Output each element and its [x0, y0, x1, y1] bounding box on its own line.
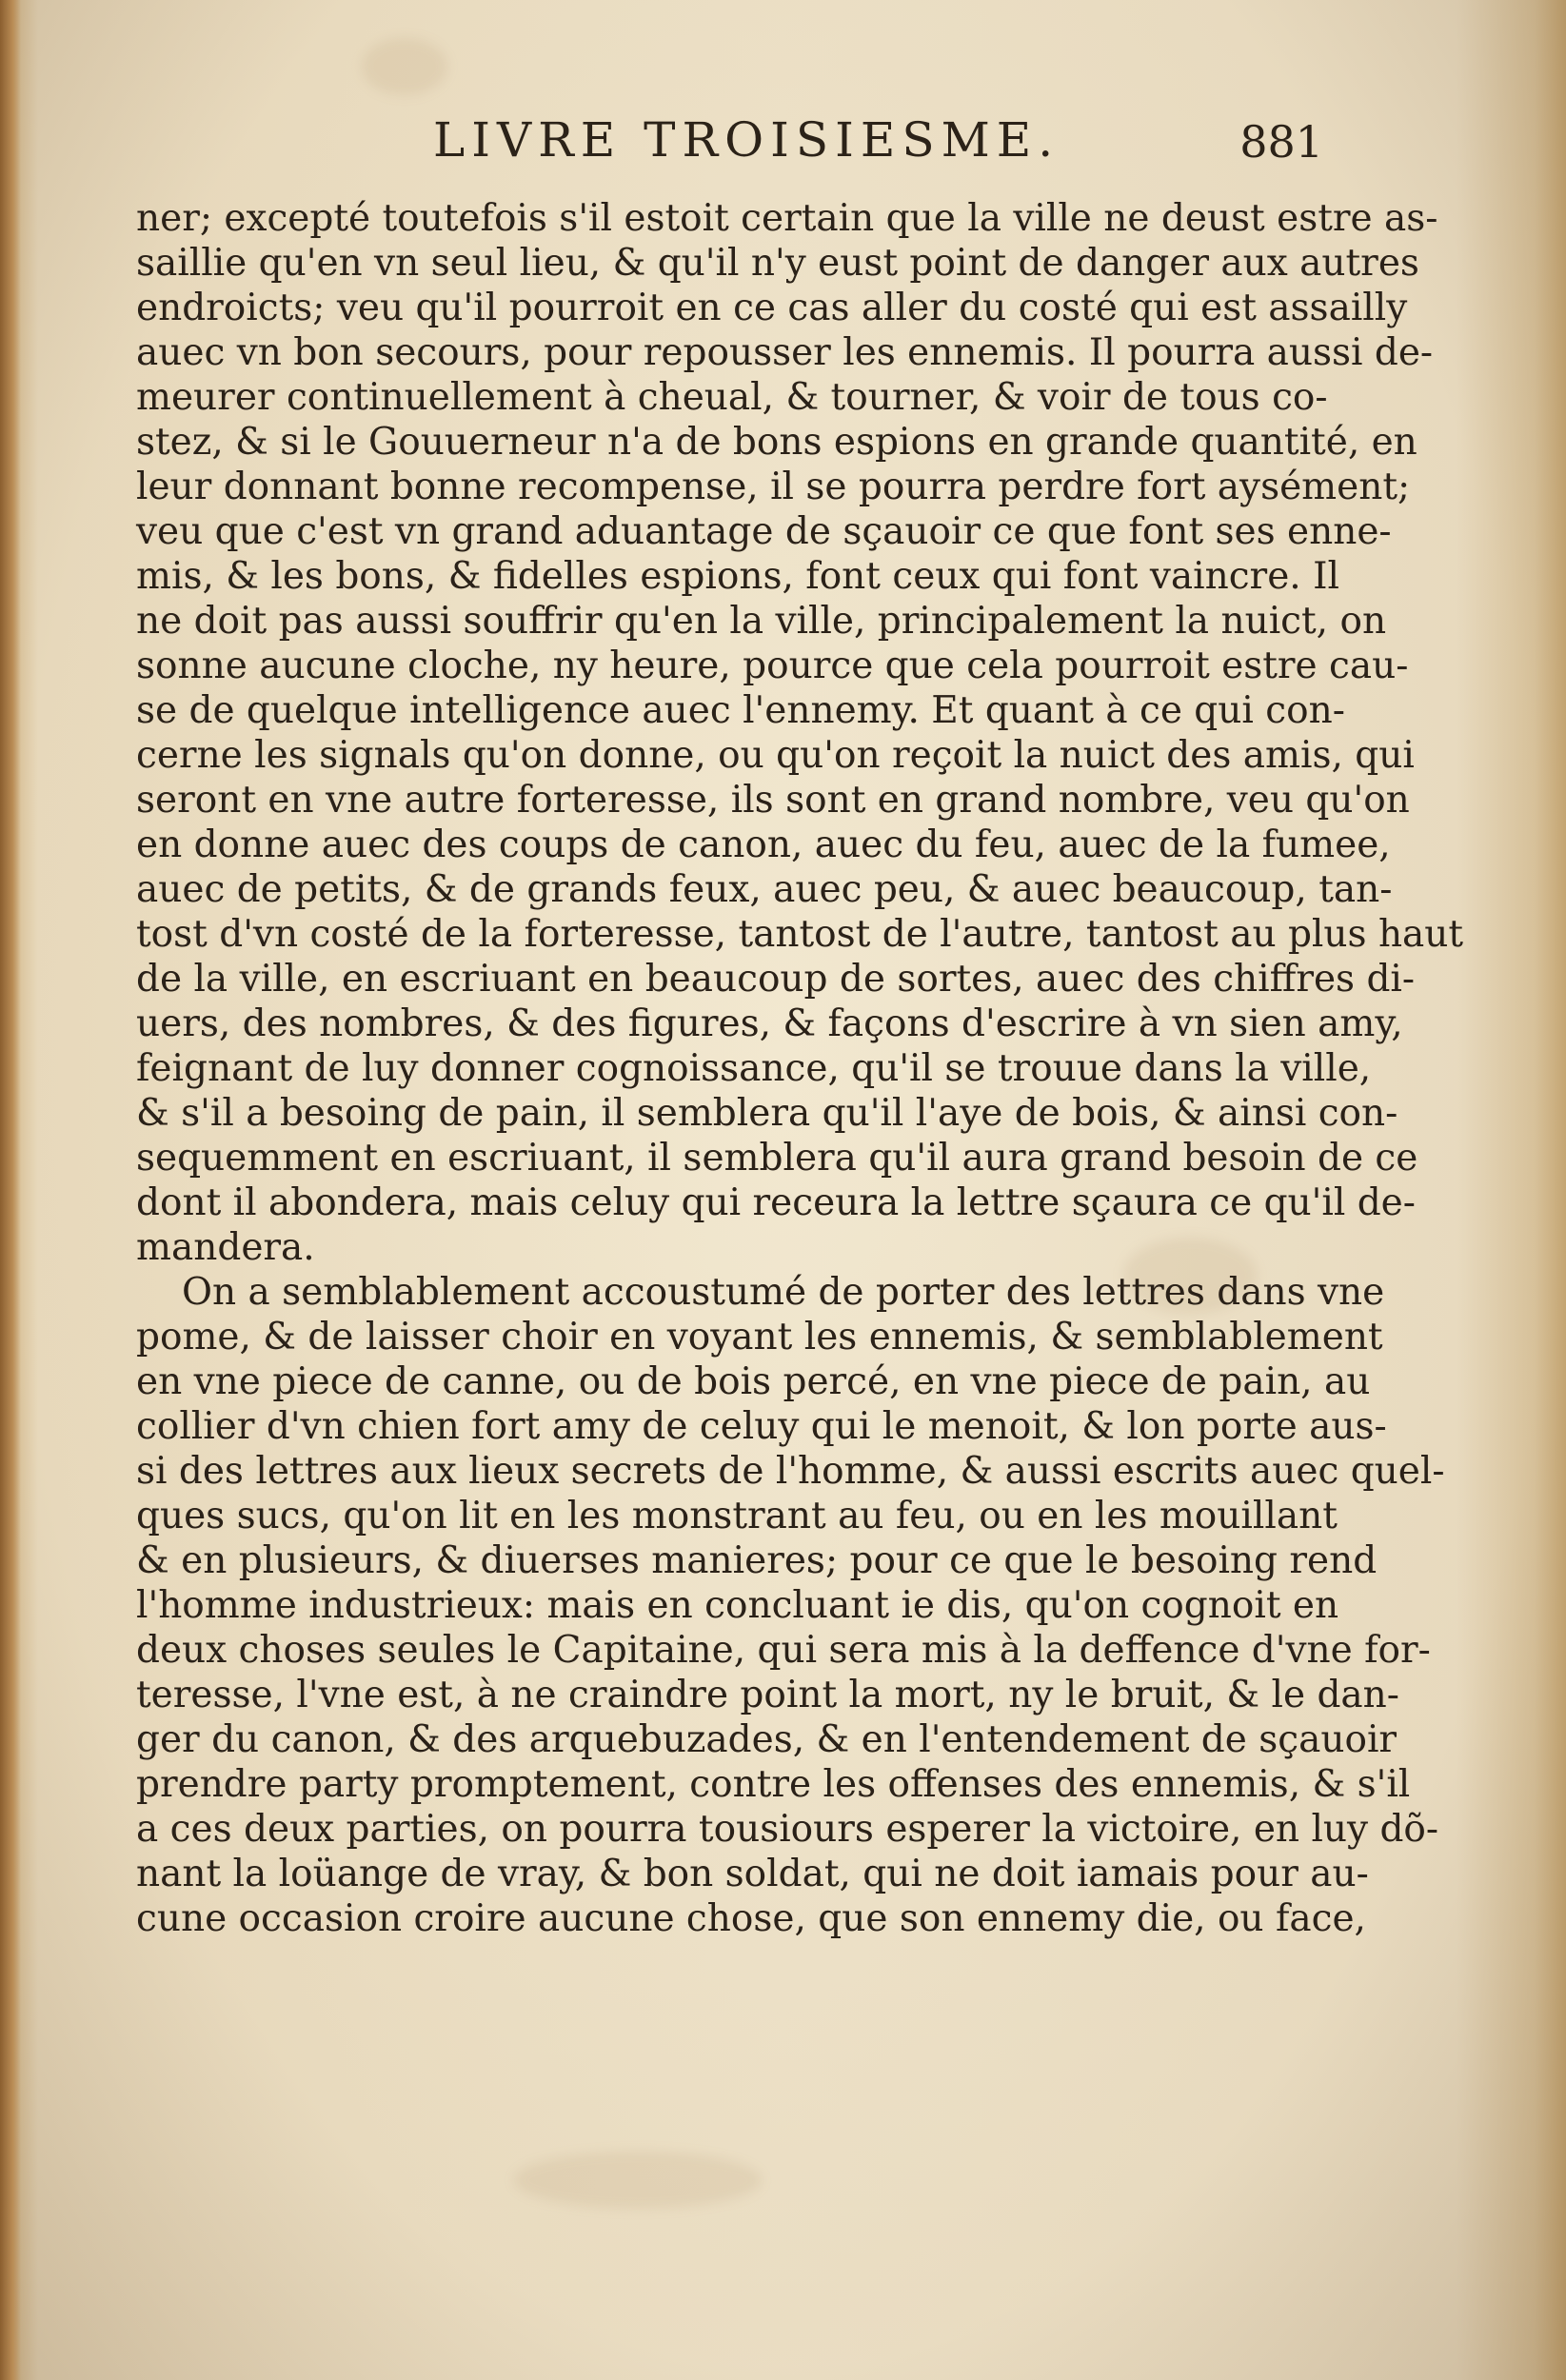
text-line: endroicts; veu qu'il pourroit en ce cas aller du costé qui est assailly — [136, 287, 1408, 329]
text-line: dont il abondera, mais celuy qui receura la lettre sçaura ce qu'il de- — [136, 1181, 1416, 1224]
text-line: & s'il a besoing de pain, il semblera qu'il l'aye de bois, & ainsi con- — [136, 1092, 1398, 1135]
running-head-title: LIVRE TROISIESME. — [433, 112, 1061, 168]
page-number: 881 — [1239, 116, 1323, 168]
text-line: stez, & si le Gouuerneur n'a de bons espions en grande quantité, en — [136, 421, 1417, 464]
text-line: leur donnant bonne recompense, il se pourra perdre fort aysément; — [136, 466, 1411, 508]
text-line: feignant de luy donner cognoissance, qu'il se trouue dans la ville, — [136, 1047, 1372, 1090]
text-line: pome, & de laisser choir en voyant les ennemis, & semblablement — [136, 1316, 1383, 1359]
text-line: & en plusieurs, & diuerses manieres; pour ce que le besoing rend — [136, 1539, 1378, 1582]
text-line: auec vn bon secours, pour repousser les ennemis. Il pourra aussi de- — [136, 331, 1434, 374]
text-line: veu que c'est vn grand aduantage de sçauoir ce que font ses enne- — [136, 510, 1392, 553]
text-line: en donne auec des coups de canon, auec du feu, auec de la fumee, — [136, 823, 1391, 866]
text-line: tost d'vn costé de la forteresse, tantost de l'autre, tantost au plus haut — [136, 913, 1464, 956]
text-line: si des lettres aux lieux secrets de l'homme, & aussi escrits auec quel- — [136, 1450, 1445, 1493]
text-line: teresse, l'vne est, à ne craindre point la mort, ny le bruit, & le dan- — [136, 1674, 1399, 1716]
text-line: collier d'vn chien fort amy de celuy qui le menoit, & lon porte aus- — [136, 1405, 1387, 1448]
text-line: cune occasion croire aucune chose, que son ennemy die, ou face, — [136, 1897, 1366, 1940]
text-line: ger du canon, & des arquebuzades, & en l'entendement de sçauoir — [136, 1718, 1398, 1761]
text-line: a ces deux parties, on pourra tousiours esperer la victoire, en luy dõ- — [136, 1808, 1439, 1851]
text-line: seront en vne autre forteresse, ils sont en grand nombre, veu qu'on — [136, 779, 1410, 822]
paper-stain — [514, 2152, 762, 2209]
paragraph-2 — [136, 1270, 1445, 1941]
text-line: prendre party promptement, contre les offenses des ennemis, & s'il — [136, 1763, 1411, 1806]
text-line: mis, & les bons, & fidelles espions, font ceux qui font vaincre. Il — [136, 555, 1339, 598]
text-line: nant la loüange de vray, & bon soldat, qui ne doit iamais pour au- — [136, 1853, 1369, 1895]
text-line: saillie qu'en vn seul lieu, & qu'il n'y eust point de danger aux autres — [136, 242, 1419, 285]
text-line: meurer continuellement à cheual, & tourner, & voir de tous co- — [136, 376, 1328, 419]
text-line: ne doit pas aussi souffrir qu'en la ville, principalement la nuict, on — [136, 600, 1387, 643]
text-line: l'homme industrieux: mais en concluant ie dis, qu'on cognoit en — [136, 1584, 1339, 1627]
text-line: cerne les signals qu'on donne, ou qu'on reçoit la nuict des amis, qui — [136, 734, 1415, 777]
text-line: uers, des nombres, & des figures, & façons d'escrire à vn sien amy, — [136, 1002, 1403, 1045]
text-line: de la ville, en escriuant en beaucoup de sortes, auec des chiffres di- — [136, 958, 1416, 1001]
text-line: mandera. — [136, 1226, 315, 1269]
text-line: auec de petits, & de grands feux, auec peu, & auec beaucoup, tan- — [136, 868, 1393, 911]
body-text — [136, 196, 1464, 1941]
text-line: On a semblablement accoustumé de porter des lettres dans vne — [182, 1271, 1385, 1314]
running-head — [133, 112, 1361, 179]
text-line: ner; excepté toutefois s'il estoit certain que la ville ne deust estre as- — [136, 197, 1438, 240]
text-line: ques sucs, qu'on lit en les monstrant au feu, ou en les mouillant — [136, 1495, 1338, 1537]
text-line: deux choses seules le Capitaine, qui sera mis à la deffence d'vne for- — [136, 1629, 1431, 1672]
page-gutter-edge — [0, 0, 21, 2380]
paragraph-1 — [136, 196, 1464, 1270]
text-line: se de quelque intelligence auec l'ennemy. Et quant à ce qui con- — [136, 689, 1345, 732]
text-line: sequemment en escriuant, il semblera qu'il aura grand besoin de ce — [136, 1137, 1418, 1180]
paper-stain — [362, 38, 447, 95]
text-line: en vne piece de canne, ou de bois percé, en vne piece de pain, au — [136, 1360, 1371, 1403]
text-line: sonne aucune cloche, ny heure, pource que cela pourroit estre cau- — [136, 645, 1409, 687]
